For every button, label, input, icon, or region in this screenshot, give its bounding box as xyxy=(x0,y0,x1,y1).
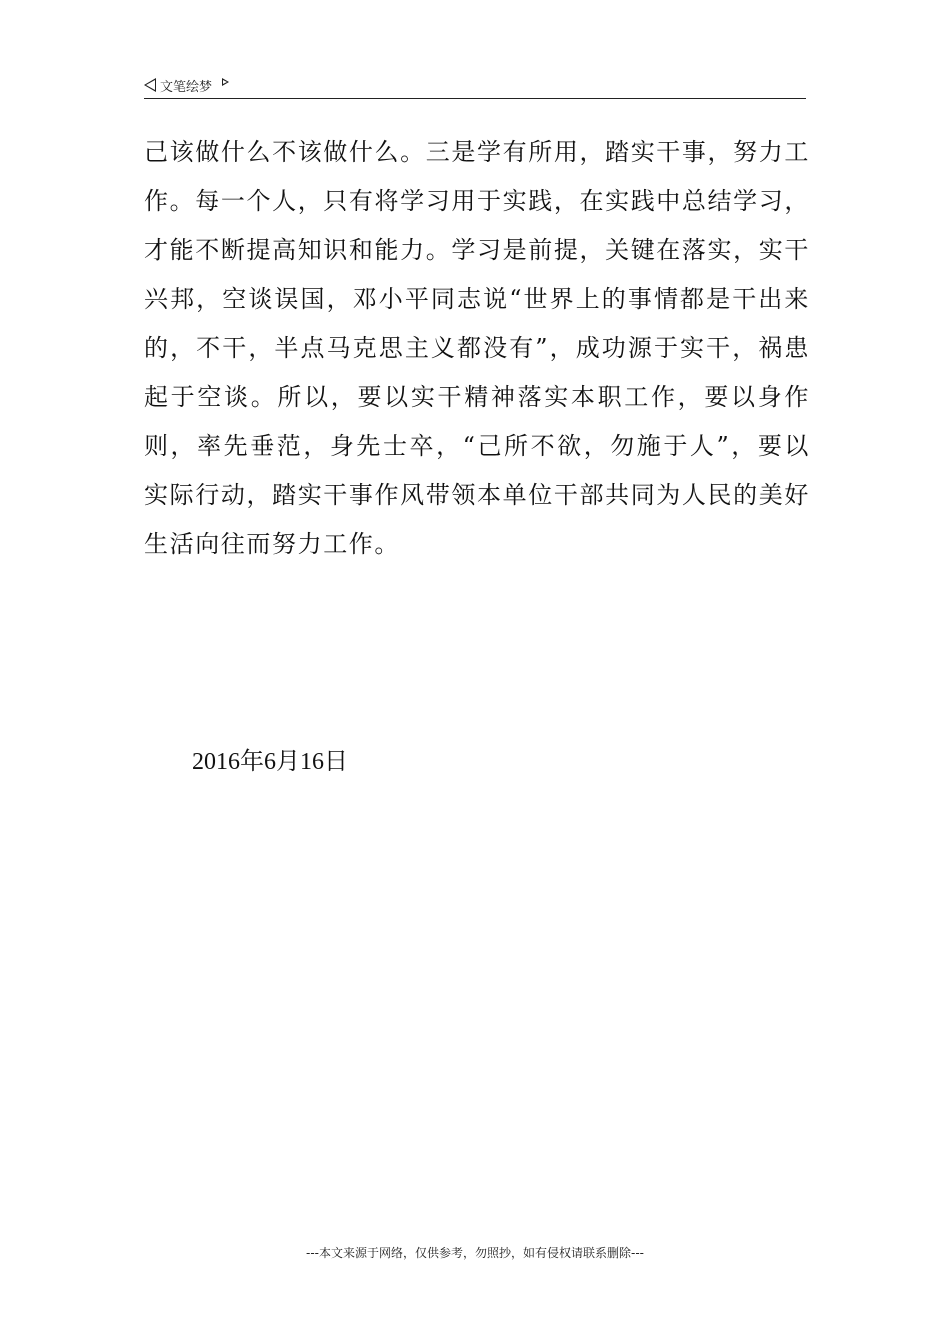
triangle-left-icon xyxy=(144,78,156,92)
document-date: 2016年6月16日 xyxy=(192,749,348,775)
page-header xyxy=(144,72,806,99)
triangle-right-icon xyxy=(222,78,229,86)
header-title: 文笔绘梦 xyxy=(160,79,213,95)
footer-disclaimer: ---本文来源于网络，仅供参考，勿照抄，如有侵权请联系删除--- xyxy=(306,1246,644,1260)
body-paragraph: 己该做什么不该做什么。三是学有所用，踏实干事，努力工作。每一个人，只有将学习用于实践，在实践中总结学习，才能不断提高知识和能力。学习是前提，关键在落实，实干兴邦，空谈误国，邓小平同志说“世界上的事情都是干出来的，不干，半点马克思主义都没有”，成功源于实干，祸患起于空谈。所以，要以实干精神落实本职工作，要以身作则，率先垂范，身先士卒，“己所不欲，勿施于人”，要以实际行动，踏实干事作风带领本单位干部共同为人民的美好生活向往而努力工作。 xyxy=(144,138,810,558)
